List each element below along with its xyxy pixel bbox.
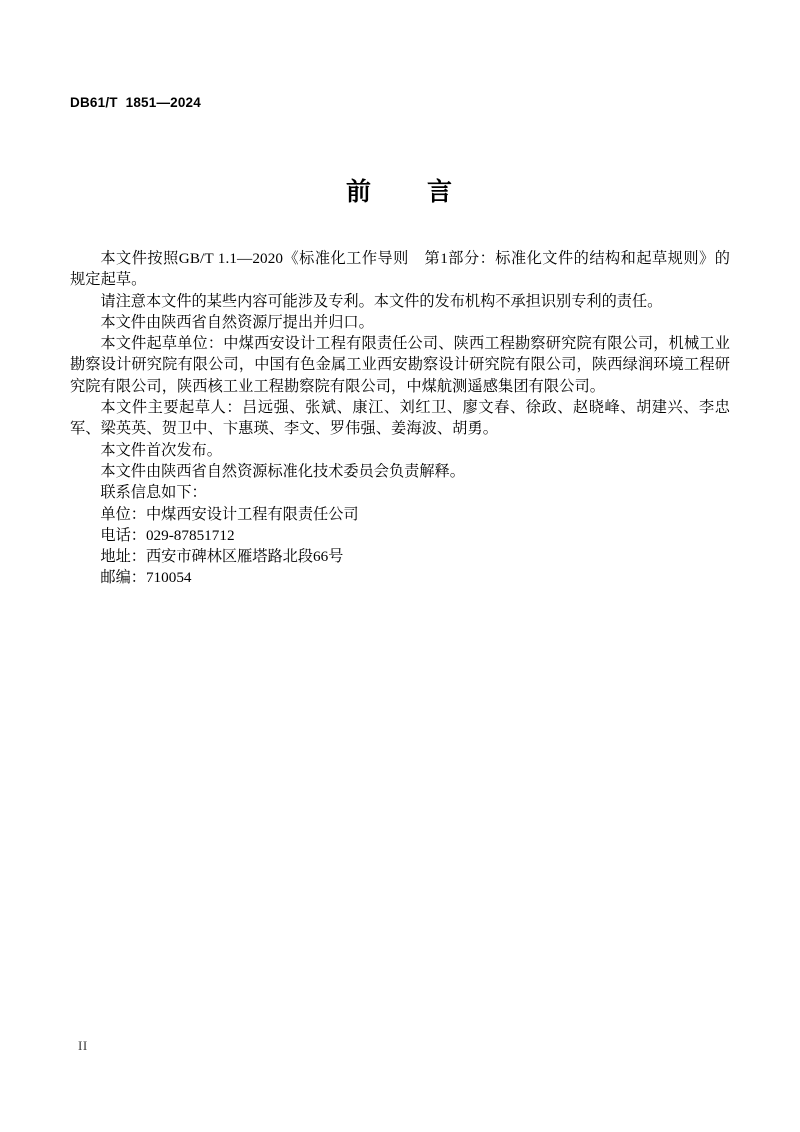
foreword-paragraph-contact-heading: 联系信息如下： bbox=[100, 484, 207, 502]
foreword-paragraph: 本文件首次发布。 bbox=[100, 441, 222, 459]
foreword-paragraph: 本文件按照GB/T 1.1—2020《标准化工作导则 第1部分：标准化文件的结构和起草规则》的规定起草。 bbox=[70, 250, 730, 289]
page-title: 前 言 bbox=[345, 178, 454, 206]
foreword-paragraph: 本文件由陕西省自然资源厅提出并归口。 bbox=[100, 313, 374, 331]
footer-page-number: II bbox=[78, 1038, 88, 1053]
contact-unit: 单位：中煤西安设计工程有限责任公司 bbox=[100, 505, 359, 523]
foreword-body bbox=[70, 248, 730, 589]
contact-address: 地址：西安市碑林区雁塔路北段66号 bbox=[100, 548, 344, 566]
contact-postcode: 邮编：710054 bbox=[100, 569, 192, 587]
foreword-paragraph: 请注意本文件的某些内容可能涉及专利。本文件的发布机构不承担识别专利的责任。 bbox=[100, 292, 663, 310]
running-header-standard-number: DB61/T 1851—2024 bbox=[70, 95, 201, 110]
foreword-paragraph-drafting-units: 本文件起草单位：中煤西安设计工程有限责任公司、陕西工程勘察研究院有限公司，机械工业勘察设计研究院有限公司，中国有色金属工业西安勘察设计研究院有限公司，陕西绿润环境工程研究院有限公司，陕西核工业工程勘察院有限公司，中煤航测遥感集团有限公司。 bbox=[70, 335, 730, 395]
foreword-paragraph-drafters: 本文件主要起草人：吕远强、张斌、康江、刘红卫、廖文春、徐政、赵晓峰、胡建兴、李忠军、梁英英、贺卫中、卞惠瑛、李文、罗伟强、姜海波、胡勇。 bbox=[70, 399, 730, 438]
foreword-paragraph: 本文件由陕西省自然资源标准化技术委员会负责解释。 bbox=[100, 462, 465, 480]
contact-phone: 电话：029-87851712 bbox=[100, 526, 235, 544]
